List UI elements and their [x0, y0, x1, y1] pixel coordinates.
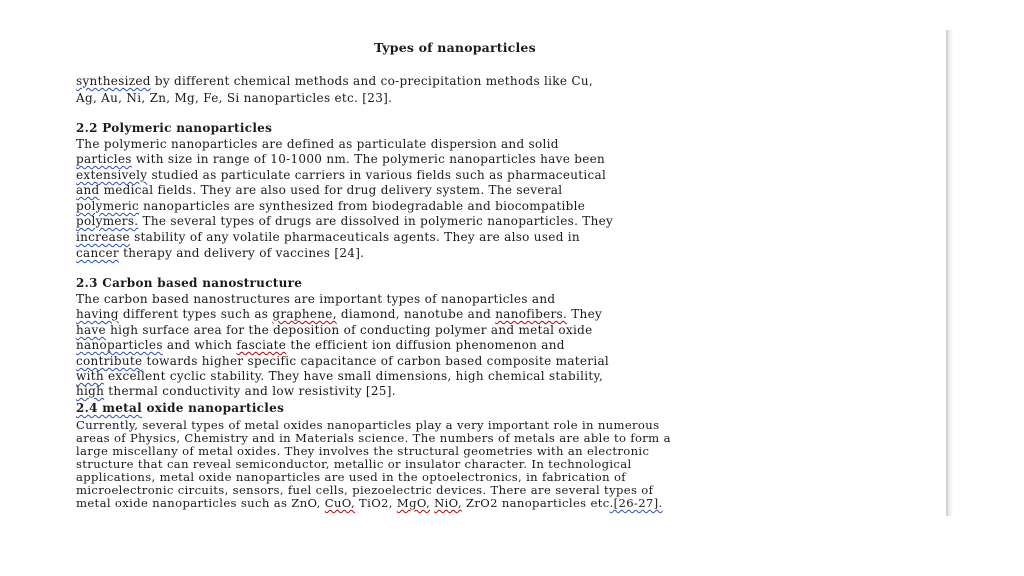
grammar-marked-word[interactable]: nanoparticles [76, 338, 163, 352]
line-text: ZrO2 nanoparticles etc [461, 496, 610, 510]
text-line: structure that can reveal semiconductor, metallic or insulator character. In technological [76, 457, 632, 471]
page-edge-shadow [948, 30, 953, 516]
grammar-marked-word[interactable]: 2.4 metal [76, 401, 142, 415]
grammar-marked-word[interactable]: extensively [76, 168, 148, 182]
text-line [76, 338, 565, 352]
text-line [76, 183, 562, 197]
text-line: microelectronic circuits, sensors, fuel cells, piezoelectric devices. There are several types of [76, 483, 654, 497]
line-text: nanoparticles are synthesized from biodegradable and biocompatible [139, 199, 586, 213]
spelling-marked-word[interactable]: NiO, [434, 496, 462, 510]
line-text: therapy and delivery of vaccines [24]. [118, 246, 365, 260]
line-text: studied as particulate carriers in various fields such as pharmaceutical [147, 168, 607, 182]
text-line: Currently, several types of metal oxides nanoparticles play a very important role in numerous [76, 418, 660, 432]
grammar-marked-word[interactable]: contribute [76, 354, 143, 368]
line-text: They [567, 307, 603, 321]
line-text: with size in range of 10-1000 nm. The polymeric nanoparticles have been [131, 152, 606, 166]
text-line: large miscellany of metal oxides. They involves the structural geometries with an electronic [76, 444, 650, 458]
grammar-marked-word[interactable]: polymers. [76, 214, 139, 228]
spelling-marked-word[interactable]: graphene, [272, 307, 337, 321]
text-line [76, 354, 609, 368]
text-line [76, 307, 602, 321]
grammar-marked-word[interactable]: synthesized [76, 74, 151, 88]
grammar-marked-word[interactable]: polymeric [76, 199, 139, 213]
grammar-marked-word[interactable]: particles [76, 152, 132, 166]
page-right-border [946, 30, 948, 516]
line-text: by different chemical methods and co-precipitation methods like Cu, [150, 74, 594, 88]
grammar-marked-word[interactable]: have [76, 323, 106, 337]
grammar-marked-word[interactable]: cancer [76, 246, 119, 260]
grammar-marked-word[interactable]: having [76, 307, 119, 321]
grammar-marked-word[interactable]: .[26-27]. [609, 496, 663, 510]
spelling-marked-word[interactable]: nanofibers. [495, 307, 568, 321]
spelling-marked-word[interactable]: MgO, [396, 496, 431, 510]
line-text: different types such as [118, 307, 273, 321]
line-text: towards higher specific capacitance of carbon based composite material [142, 354, 610, 368]
line-text: medical fields. They are also used for drug delivery system. The several [99, 183, 563, 197]
text-line [76, 384, 396, 398]
grammar-marked-word[interactable]: with [76, 369, 104, 383]
text-line [76, 369, 603, 383]
line-text: excellent cyclic stability. They have small dimensions, high chemical stability, [103, 369, 604, 383]
spelling-marked-word[interactable]: CuO, [324, 496, 356, 510]
text-line: The polymeric nanoparticles are defined as particulate dispersion and solid [76, 137, 559, 151]
text-line [76, 74, 593, 88]
section-heading-polymeric: 2.2 Polymeric nanoparticles [76, 121, 273, 135]
line-text: the efficient ion diffusion phenomenon and [286, 338, 565, 352]
line-text: The several types of drugs are dissolved in polymeric nanoparticles. They [138, 214, 614, 228]
line-text: high surface area for the deposition of conducting polymer and metal oxide [105, 323, 593, 337]
text-line [76, 152, 605, 166]
text-line: areas of Physics, Chemistry and in Materials science. The numbers of metals are able to form a [76, 431, 671, 445]
line-text: diamond, nanotube and [336, 307, 496, 321]
text-line [76, 168, 606, 182]
section-heading-carbon: 2.3 Carbon based nanostructure [76, 276, 303, 290]
grammar-marked-word[interactable]: increase [76, 230, 130, 244]
line-text: thermal conductivity and low resistivity [25]. [104, 384, 396, 398]
line-text: oxide nanoparticles [141, 401, 285, 415]
line-text: TiO2, [355, 496, 397, 510]
text-line: Ag, Au, Ni, Zn, Mg, Fe, Si nanoparticles etc. [23]. [76, 91, 393, 105]
spelling-marked-word[interactable]: fasciate [236, 338, 287, 352]
text-line [76, 230, 580, 244]
text-line [76, 199, 585, 213]
grammar-marked-word[interactable]: and [76, 183, 100, 197]
document-title: Types of nanoparticles [374, 40, 536, 55]
text-line: The carbon based nanostructures are important types of nanoparticles and [76, 292, 556, 306]
text-line [76, 246, 364, 260]
line-text: stability of any volatile pharmaceuticals agents. They are also used in [129, 230, 580, 244]
text-line [76, 214, 613, 228]
line-text: metal oxide nanoparticles such as ZnO, [76, 496, 325, 510]
text-line: applications, metal oxide nanoparticles are used in the optoelectronics, in fabrication of [76, 470, 626, 484]
grammar-marked-word[interactable]: high [76, 384, 105, 398]
section-heading-metal-oxide [76, 401, 284, 415]
text-line [76, 323, 593, 337]
text-line [76, 496, 663, 510]
line-text: and which [162, 338, 237, 352]
